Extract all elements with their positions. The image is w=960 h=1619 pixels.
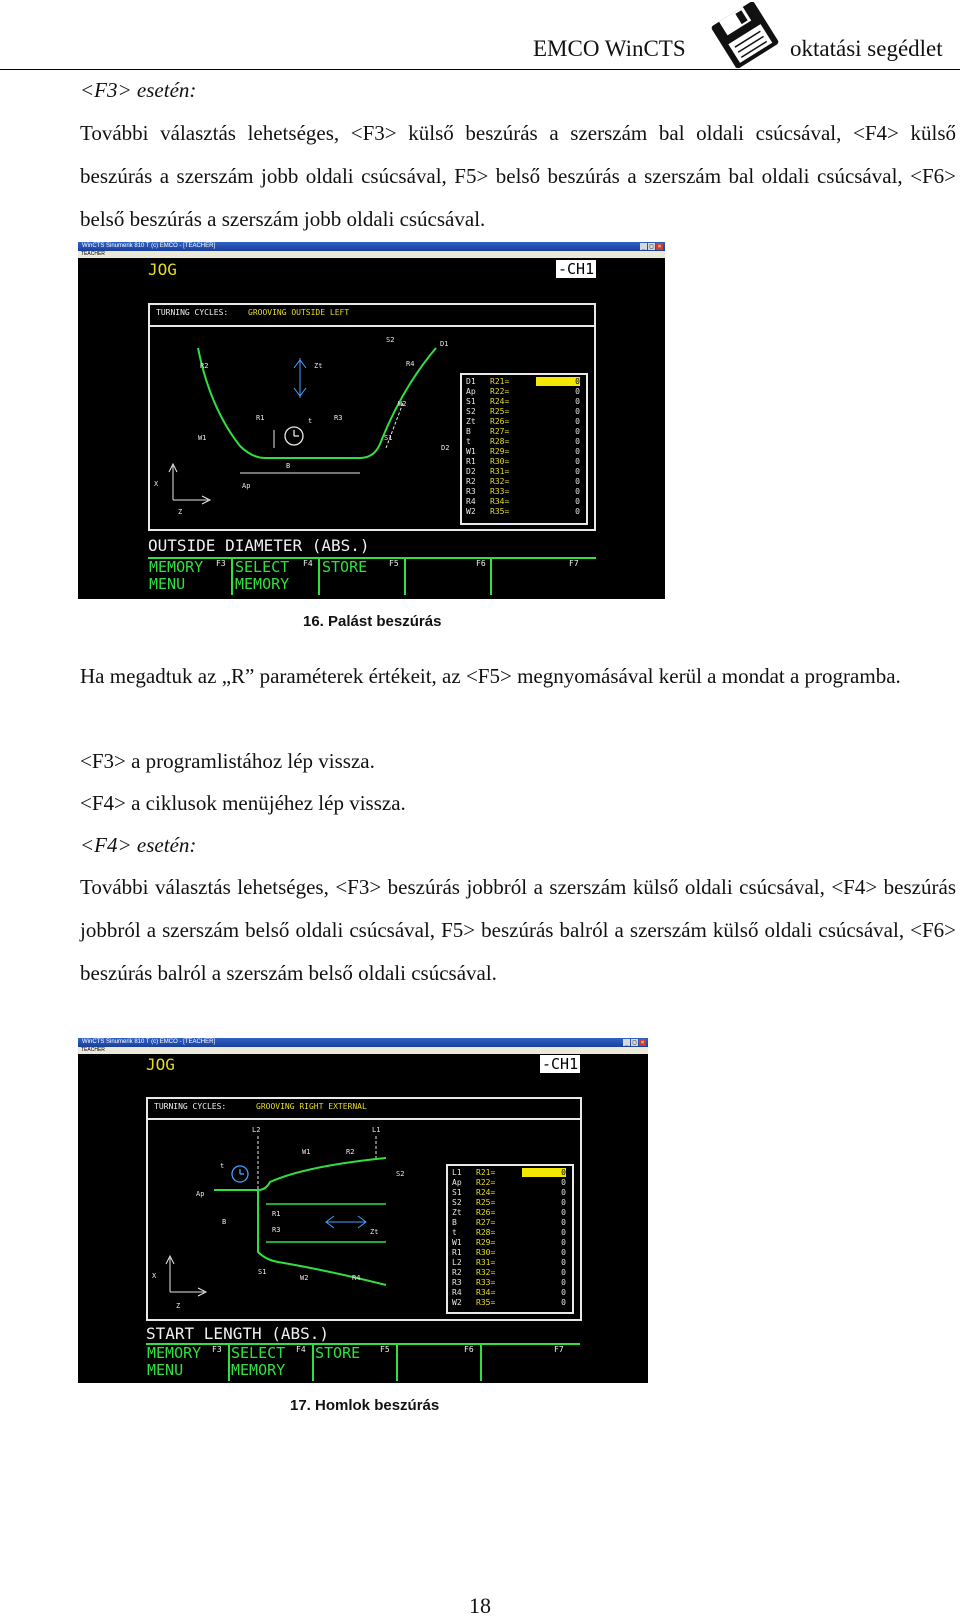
- param-name: R1: [466, 457, 476, 466]
- label-s1: S1: [384, 434, 393, 442]
- param-value[interactable]: 0: [561, 1228, 566, 1237]
- param-register: R35=: [490, 507, 510, 516]
- input-prompt: OUTSIDE DIAMETER (ABS.): [148, 536, 370, 555]
- page-number: 18: [469, 1593, 491, 1618]
- param-name: W2: [452, 1298, 462, 1307]
- param-value[interactable]: 0: [561, 1258, 566, 1267]
- fkey-f6[interactable]: F6: [464, 1345, 474, 1354]
- param-list-2: [452, 1168, 566, 1308]
- param-name: R4: [466, 497, 476, 506]
- param-row[interactable]: [452, 1208, 566, 1218]
- param-row[interactable]: [452, 1268, 566, 1278]
- window-titlebar: WinCTS Sinumerik 810 T (c) EMCO - [TEACHER]: [78, 242, 665, 251]
- fkey-f3: F3: [216, 559, 226, 568]
- param-value[interactable]: 0: [575, 407, 580, 416]
- param-name: L1: [452, 1168, 462, 1177]
- param-value[interactable]: 0: [561, 1278, 566, 1287]
- param-name: R3: [466, 487, 476, 496]
- section2-paragraph2: További választás lehetséges, <F3> beszúrás jobbról a szerszám külső oldali csúcsával, <F4> beszúrás jobbról a szerszám belső oldali csúcsával, F5> beszúrás balról a szerszám külső oldali csúcsával, <F6> beszúrás balról a szerszám belső oldali csúcsával.: [80, 875, 956, 985]
- close-icon[interactable]: ×: [657, 243, 662, 250]
- fkey-f7[interactable]: F7: [554, 1345, 564, 1354]
- header-subtitle: oktatási segédlet: [790, 36, 943, 61]
- param-row[interactable]: [452, 1178, 566, 1188]
- param-name: Ap: [466, 387, 476, 396]
- param-row[interactable]: [466, 387, 580, 397]
- param-row[interactable]: [466, 397, 580, 407]
- param-register: R33=: [476, 1278, 496, 1287]
- fkey-f4: F4: [303, 559, 313, 568]
- param-name: L2: [452, 1258, 462, 1267]
- param-value[interactable]: 0: [561, 1188, 566, 1197]
- param-row[interactable]: [466, 467, 580, 477]
- label-r1: R1: [272, 1210, 281, 1218]
- param-value[interactable]: 0: [561, 1178, 566, 1187]
- param-row[interactable]: [466, 507, 580, 517]
- close-icon[interactable]: ×: [640, 1039, 645, 1046]
- param-value[interactable]: 0: [575, 387, 580, 396]
- param-name: S2: [452, 1198, 462, 1207]
- label-r4: R4: [406, 360, 415, 368]
- input-prompt: START LENGTH (ABS.): [146, 1324, 330, 1343]
- param-row[interactable]: [466, 427, 580, 437]
- param-row[interactable]: [452, 1168, 566, 1178]
- label-r3: R3: [334, 414, 343, 422]
- label-t: t: [308, 417, 313, 425]
- param-row[interactable]: [466, 447, 580, 457]
- softkey-memory-menu[interactable]: MEMORY MENU: [147, 1344, 202, 1379]
- param-value[interactable]: 0: [575, 457, 580, 466]
- label-l1: L1: [372, 1126, 381, 1134]
- zt-arrows: [294, 358, 306, 398]
- cycle-name: GROOVING OUTSIDE LEFT: [248, 308, 350, 317]
- param-register: R28=: [476, 1228, 496, 1237]
- param-row[interactable]: [466, 417, 580, 427]
- param-value[interactable]: 0: [575, 477, 580, 486]
- label-w1: W1: [302, 1148, 311, 1156]
- param-row[interactable]: [452, 1188, 566, 1198]
- axis-arrows: [169, 464, 210, 504]
- param-register: R24=: [490, 397, 510, 406]
- cycle-label: TURNING CYCLES:: [154, 1102, 227, 1111]
- param-value[interactable]: 0: [575, 507, 580, 516]
- cycle-header-divider: [150, 325, 594, 327]
- label-ap: Ap: [196, 1190, 205, 1198]
- figure1-caption: 16. Palást beszúrás: [303, 613, 442, 630]
- param-register: R29=: [490, 447, 510, 456]
- param-row[interactable]: [466, 407, 580, 417]
- cycle-label: TURNING CYCLES:: [156, 308, 229, 317]
- param-register: R30=: [476, 1248, 496, 1257]
- param-row[interactable]: [466, 477, 580, 487]
- param-name: S1: [466, 397, 476, 406]
- param-name: Ap: [452, 1178, 462, 1187]
- minimize-icon[interactable]: _: [641, 243, 646, 250]
- param-register: R26=: [476, 1208, 496, 1217]
- param-row[interactable]: [452, 1238, 566, 1248]
- param-value[interactable]: 0: [575, 467, 580, 476]
- label-r2: R2: [200, 362, 209, 370]
- param-register: R25=: [476, 1198, 496, 1207]
- param-register: R21=: [490, 377, 510, 386]
- label-x: X: [154, 480, 159, 488]
- param-value[interactable]: 0: [575, 447, 580, 456]
- param-name: D1: [466, 377, 476, 386]
- fkey-f6[interactable]: F6: [476, 559, 486, 568]
- label-zt: Zt: [370, 1228, 379, 1236]
- label-w2: W2: [300, 1274, 309, 1282]
- cycle-name: GROOVING RIGHT EXTERNAL: [256, 1102, 367, 1111]
- section1-heading: <F3> esetén:: [80, 78, 197, 102]
- fkey-f5[interactable]: F5: [389, 559, 399, 568]
- channel-label: -CH1: [558, 260, 595, 278]
- param-row[interactable]: [466, 487, 580, 497]
- floppy-disk-icon: [706, 2, 784, 68]
- param-name: t: [466, 437, 471, 446]
- param-row[interactable]: [452, 1218, 566, 1228]
- maximize-icon[interactable]: □: [649, 243, 654, 250]
- param-register: R27=: [476, 1218, 496, 1227]
- window-menubar: TEACHER: [78, 1047, 648, 1054]
- param-value[interactable]: 0: [575, 437, 580, 446]
- param-value[interactable]: 0: [575, 497, 580, 506]
- param-register: R21=: [476, 1168, 496, 1177]
- label-z: Z: [176, 1302, 181, 1310]
- label-b: B: [286, 462, 291, 470]
- zt-arrows: [326, 1216, 366, 1228]
- param-register: R32=: [490, 477, 510, 486]
- label-t: t: [220, 1162, 225, 1170]
- param-register: R31=: [490, 467, 510, 476]
- groove-drawing: [146, 1120, 446, 1318]
- param-register: R29=: [476, 1238, 496, 1247]
- cnc-screenshot-1: [78, 242, 665, 599]
- section2-line-f4: <F4> a ciklusok menüjéhez lép vissza.: [80, 791, 406, 815]
- param-value[interactable]: 0: [561, 1218, 566, 1227]
- param-name: Zt: [466, 417, 476, 426]
- window-controls: [640, 243, 663, 250]
- param-name: D2: [466, 467, 476, 476]
- param-name: B: [466, 427, 471, 436]
- label-ap: Ap: [242, 482, 251, 490]
- param-value[interactable]: 0: [561, 1268, 566, 1277]
- param-name: S1: [452, 1188, 462, 1197]
- param-register: R28=: [490, 437, 510, 446]
- softkey-select-memory[interactable]: SELECT MEMORY: [231, 1344, 286, 1379]
- param-value[interactable]: 0: [561, 1248, 566, 1257]
- maximize-icon[interactable]: □: [632, 1039, 637, 1046]
- label-b: B: [222, 1218, 227, 1226]
- section2-line-f3: <F3> a programlistához lép vissza.: [80, 749, 375, 773]
- label-s2: S2: [386, 336, 395, 344]
- label-r2: R2: [346, 1148, 355, 1156]
- label-l2: L2: [252, 1126, 261, 1134]
- param-register: R31=: [476, 1258, 496, 1267]
- param-row[interactable]: [452, 1298, 566, 1308]
- param-value[interactable]: 0: [575, 487, 580, 496]
- param-value[interactable]: 0: [561, 1298, 566, 1307]
- label-d1: D1: [440, 340, 449, 348]
- fkey-f4: F4: [296, 1345, 306, 1354]
- param-register: R34=: [476, 1288, 496, 1297]
- param-row[interactable]: [452, 1198, 566, 1208]
- label-w2: W2: [398, 400, 407, 408]
- param-register: R26=: [490, 417, 510, 426]
- param-row[interactable]: [452, 1258, 566, 1268]
- param-value[interactable]: 0: [561, 1288, 566, 1297]
- param-name: W1: [452, 1238, 462, 1247]
- minimize-icon[interactable]: _: [624, 1039, 629, 1046]
- param-name: W2: [466, 507, 476, 516]
- param-name: Zt: [452, 1208, 462, 1217]
- label-x: X: [152, 1272, 157, 1280]
- param-name: R4: [452, 1288, 462, 1297]
- label-d2: D2: [441, 444, 450, 452]
- softkey-select-memory[interactable]: SELECT MEMORY: [235, 558, 290, 593]
- param-row[interactable]: [452, 1248, 566, 1258]
- param-value[interactable]: 0: [575, 377, 580, 386]
- param-name: R2: [466, 477, 476, 486]
- param-row[interactable]: [466, 457, 580, 467]
- param-list-1: [466, 377, 580, 517]
- softkey-memory-menu[interactable]: MEMORY MENU: [149, 558, 204, 593]
- param-register: R24=: [476, 1188, 496, 1197]
- param-name: t: [452, 1228, 457, 1237]
- label-w1: W1: [198, 434, 207, 442]
- label-z: Z: [178, 508, 183, 516]
- param-row[interactable]: [452, 1288, 566, 1298]
- fkey-f3: F3: [212, 1345, 222, 1354]
- param-name: S2: [466, 407, 476, 416]
- param-register: R33=: [490, 487, 510, 496]
- param-row[interactable]: [466, 497, 580, 507]
- param-name: R1: [452, 1248, 462, 1257]
- param-name: R3: [452, 1278, 462, 1287]
- param-row[interactable]: [452, 1278, 566, 1288]
- param-value[interactable]: 0: [561, 1198, 566, 1207]
- softkey-store[interactable]: STORE: [315, 1344, 361, 1362]
- param-name: R2: [452, 1268, 462, 1277]
- param-row[interactable]: [466, 377, 580, 387]
- axis-arrows: [166, 1256, 206, 1296]
- label-r4: R4: [352, 1274, 361, 1282]
- param-register: R32=: [476, 1268, 496, 1277]
- softkey-store[interactable]: STORE: [322, 558, 368, 576]
- section2-paragraph1: Ha megadtuk az „R” paraméterek értékeit, az <F5> megnyomásával kerül a mondat a programba.: [80, 664, 901, 688]
- window-controls: [623, 1039, 646, 1046]
- param-name: W1: [466, 447, 476, 456]
- param-register: R25=: [490, 407, 510, 416]
- window-menubar: TEACHER: [78, 251, 665, 258]
- param-value[interactable]: 0: [561, 1208, 566, 1217]
- param-row[interactable]: [466, 437, 580, 447]
- param-value[interactable]: 0: [561, 1168, 566, 1177]
- label-s2: S2: [396, 1170, 405, 1178]
- label-r3: R3: [272, 1226, 281, 1234]
- param-register: R22=: [490, 387, 510, 396]
- header-title: EMCO WinCTS: [533, 36, 686, 61]
- channel-label: -CH1: [542, 1055, 579, 1073]
- param-value[interactable]: 0: [561, 1238, 566, 1247]
- mode-label: JOG: [146, 1055, 175, 1074]
- param-register: R30=: [490, 457, 510, 466]
- param-value[interactable]: 0: [575, 397, 580, 406]
- param-register: R27=: [490, 427, 510, 436]
- param-value[interactable]: 0: [575, 427, 580, 436]
- param-value[interactable]: 0: [575, 417, 580, 426]
- param-register: R22=: [476, 1178, 496, 1187]
- figure2-caption: 17. Homlok beszúrás: [290, 1397, 440, 1414]
- mode-label: JOG: [148, 260, 177, 279]
- window-titlebar: WinCTS Sinumerik 810 T (c) EMCO - [TEACHER]: [78, 1038, 648, 1047]
- groove-drawing: [148, 328, 458, 528]
- fkey-f7[interactable]: F7: [569, 559, 579, 568]
- label-r1: R1: [256, 414, 265, 422]
- param-register: R34=: [490, 497, 510, 506]
- fkey-f5[interactable]: F5: [380, 1345, 390, 1354]
- label-zt: Zt: [314, 362, 323, 370]
- section1-paragraph: További választás lehetséges, <F3> külső beszúrás a szerszám bal oldali csúcsával, <F4> külső beszúrás a szerszám jobb oldali csúcsával, F5> belső beszúrás a szerszám bal oldali csúcsával, <F6> belső beszúrás a szerszám jobb oldali csúcsával.: [80, 121, 956, 231]
- label-s1: S1: [258, 1268, 267, 1276]
- param-row[interactable]: [452, 1228, 566, 1238]
- param-register: R35=: [476, 1298, 496, 1307]
- section2-heading: <F4> esetén:: [80, 833, 197, 857]
- cnc-screenshot-2: [78, 1038, 648, 1383]
- param-name: B: [452, 1218, 457, 1227]
